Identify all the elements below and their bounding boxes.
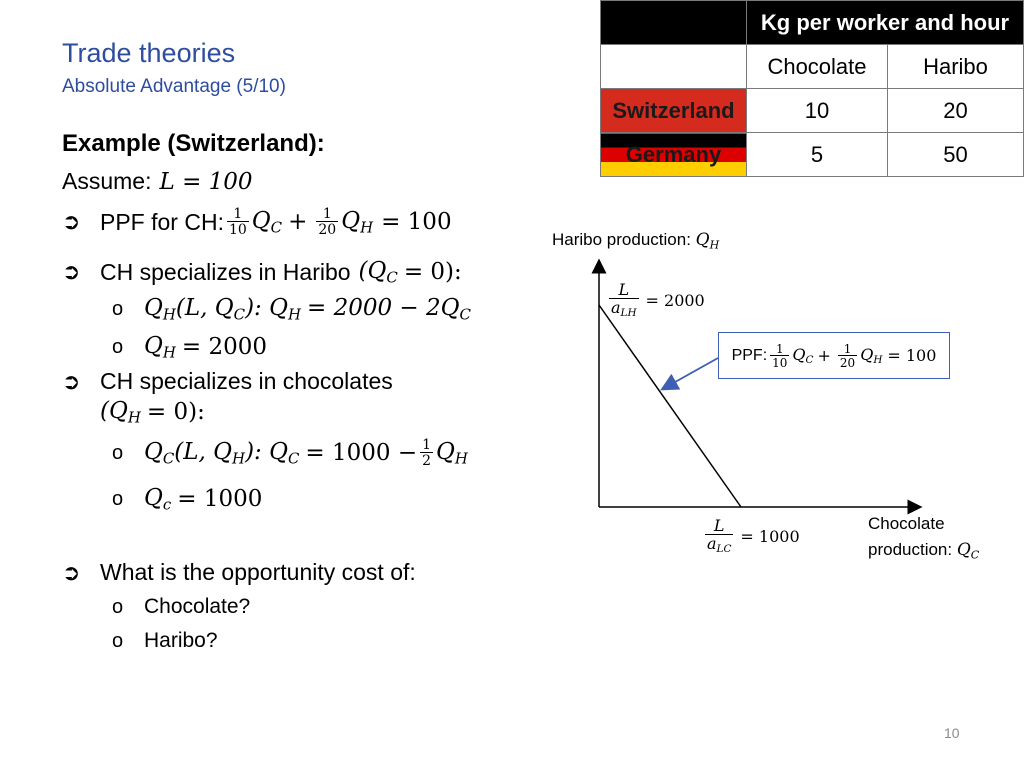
table-header: Kg per worker and hour	[747, 1, 1024, 45]
circle-bullet-icon: o	[112, 335, 124, 358]
page-number: 10	[944, 725, 960, 741]
y-axis-label: Haribo production: $Q_H$	[552, 230, 720, 252]
ppf-box-tail: = 100	[887, 346, 937, 365]
sub4-equation: = 1000	[177, 486, 263, 513]
ppf-label: PPF for CH:	[100, 208, 224, 235]
x-intercept-value: = 1000	[740, 526, 800, 546]
question-item-label: Haribo?	[144, 629, 218, 652]
assume-label: Assume:	[62, 168, 152, 194]
qc-symbol: $Q_C$	[792, 344, 814, 367]
qc-function: $Q_C(L$, $Q_H$): $Q_C$	[144, 438, 300, 468]
sub1-equation: = $2000 - 2Q_C$	[306, 295, 471, 324]
spec-haribo-text: CH specializes in Haribo	[100, 258, 351, 285]
spec-haribo-cond-tail: = 0):	[403, 259, 462, 286]
cell-germany-haribo: 50	[888, 133, 1024, 177]
fraction-l-over-alh: $\frac{L}{a_{LH}}$	[611, 280, 637, 320]
qh-symbol: $Q_H$	[860, 344, 883, 367]
sub3-equation: = 1000 −	[305, 440, 418, 466]
qh-function: $Q_H(L$, $Q_C$): $Q_H$	[144, 295, 301, 324]
fraction-one-twentieth: $\frac{1}{20}$	[318, 206, 337, 238]
circle-bullet-icon: o	[112, 629, 124, 652]
x-axis-label: Chocolate production: $Q_C$	[868, 514, 980, 562]
qc-symbol: $Q_C$	[251, 207, 283, 237]
circle-bullet-icon: o	[112, 441, 124, 464]
fraction-one-tenth: $\frac{1}{10}$	[772, 341, 788, 370]
column-header-chocolate: Chocolate	[747, 45, 888, 89]
qc-symbol: $Q_c$	[144, 485, 172, 514]
slide-subtitle: Absolute Advantage (5/10)	[62, 76, 286, 97]
spec-choc-cond: ($Q_H$	[100, 398, 141, 427]
y-intercept-label	[606, 282, 705, 319]
column-header-haribo: Haribo	[888, 45, 1024, 89]
fraction-one-half: $\frac{1}{2}$	[422, 437, 432, 469]
spec-choc-text: CH specializes in chocolates	[100, 368, 393, 394]
ppf-box-label: PPF:	[731, 346, 768, 364]
arrow-bullet-icon: ➲	[62, 209, 81, 234]
y-intercept-value: = 2000	[645, 290, 705, 310]
cell-switzerland-haribo: 20	[888, 89, 1024, 133]
ppf-equation-box	[718, 332, 950, 379]
qh-symbol: $Q_H$	[144, 333, 176, 362]
arrow-bullet-icon: ➲	[62, 368, 81, 394]
circle-bullet-icon: o	[112, 297, 124, 320]
question-item-label: Chocolate?	[144, 595, 251, 618]
ppf-pointer-arrow	[668, 358, 718, 386]
fraction-one-twentieth: $\frac{1}{20}$	[839, 341, 856, 370]
spec-choc-cond-tail: = 0):	[146, 399, 205, 426]
ppf-equation-tail: = 100	[381, 209, 452, 235]
spec-haribo-cond: ($Q_C$	[358, 258, 398, 287]
plus-sign: +	[288, 209, 308, 235]
arrow-bullet-icon: ➲	[62, 259, 81, 285]
qh-symbol: $Q_H$	[341, 207, 374, 237]
example-heading: Example (Switzerland):	[62, 130, 325, 157]
assume-equation: L = 100	[159, 168, 253, 195]
slide-title: Trade theories	[62, 38, 236, 68]
qh-symbol: $Q_H$	[436, 438, 468, 468]
plus-sign: +	[817, 346, 831, 365]
country-germany: Germany	[601, 133, 747, 177]
cell-germany-chocolate: 5	[747, 133, 888, 177]
sub2-equation: = 2000	[181, 334, 268, 361]
circle-bullet-icon: o	[112, 487, 124, 510]
fraction-one-tenth: $\frac{1}{10}$	[228, 206, 247, 238]
arrow-bullet-icon: ➲	[62, 559, 81, 585]
country-switzerland: Switzerland	[601, 89, 747, 133]
question-text: What is the opportunity cost of:	[100, 559, 416, 585]
fraction-l-over-alc: $\frac{L}{a_{LC}}$	[707, 516, 732, 556]
cell-switzerland-chocolate: 10	[747, 89, 888, 133]
x-intercept-label	[702, 518, 800, 555]
circle-bullet-icon: o	[112, 595, 124, 618]
